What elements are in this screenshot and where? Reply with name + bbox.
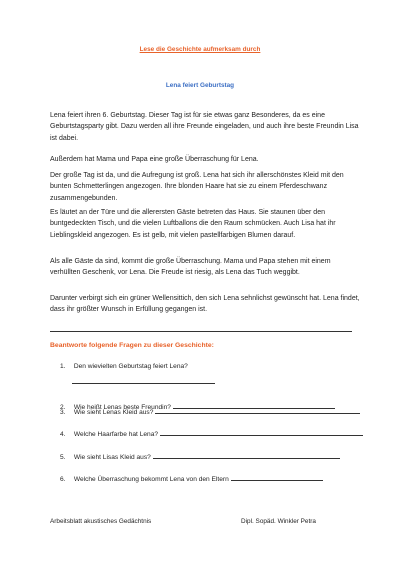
question-text: Wie heißt Lenas beste Freundin? [73,404,171,411]
question-number: 1. [60,363,66,370]
story-paragraph-6: Darunter verbirgt sich ein grüner Wellensittich, den sich Lena sehnlichst gewünscht hat. Lena findet, dass ihr größter Wunsch in Erfüllung gegangen ist. [50,295,360,314]
question-text: Welche Haarfarbe hat Lena? [73,431,159,438]
question-text: Welche Überraschung bekommt Lena von den Eltern [73,476,229,483]
questions-heading: Beantworte folgende Fragen zu dieser Geschichte: [50,342,214,349]
question-number: 3. [60,409,66,416]
story-paragraph-3: Der große Tag ist da, und die Aufregung ist groß. Lena hat sich ihr allerschönstes Kleid mit den bunten Schmetterlingen angezogen. Ihre blonden Haare hat sie zu einem Pferdeschwanz zusammengebunden. [50,172,344,202]
answer-line-4[interactable] [160,429,363,436]
section-divider [50,331,352,332]
story-paragraph-5: Als alle Gäste da sind, kommt die große Überraschung. Mama und Papa stehen mit einem verhüllten Geschenk, vor Lena. Die Freude ist riesig, als Lena das Tuch weggibt. [50,258,331,277]
question-5 [60,452,340,461]
question-1 [60,363,188,370]
question-number: 6. [60,476,66,483]
question-4 [60,429,363,438]
answer-line-6[interactable] [231,474,323,481]
question-3-line [60,407,360,416]
question-number: 2. [60,404,66,411]
instruction-heading: Lese die Geschichte aufmerksam durch [139,46,261,53]
answer-line-5[interactable] [153,452,340,459]
story-title: Lena feiert Geburtstag [165,82,235,89]
question-6 [60,474,323,483]
question-text: Den wievielten Geburtstag feiert Lena? [73,363,188,370]
footer-right-text: Dipl. Sopäd. Winkler Petra [241,518,316,525]
answer-line-3[interactable] [155,407,360,414]
question-text: Wie sieht Lenas Kleid aus? [73,409,154,416]
story-paragraph-2: Außerdem hat Mama und Papa eine große Überraschung für Lena. [50,156,259,163]
question-number: 4. [60,431,66,438]
story-paragraph-4: Es läutet an der Türe und die allerersten Gäste betreten das Haus. Sie staunen über den buntgedeckten Tisch, und die vielen Luftballons die den Raum schmücken. Auch Lisa hat ihr Lieblingskleid angezogen. Es ist gelb, mit vielen pastellfarbigen Blumen darauf. [50,209,336,239]
story-paragraph-1: Lena feiert ihren 6. Geburtstag. Dieser Tag ist für sie etwas ganz Besonderes, da es eine Geburtstagsparty gibt. Dazu werden all ihre Freunde eingeladen, und auch ihre beste Freundin Lisa ist dabei. [50,112,359,142]
question-text: Wie sieht Lisas Kleid aus? [73,454,151,461]
answer-line-1[interactable] [72,383,215,384]
footer-left-text: Arbeitsblatt akustisches Gedächtnis [50,518,152,525]
question-number: 5. [60,454,66,461]
